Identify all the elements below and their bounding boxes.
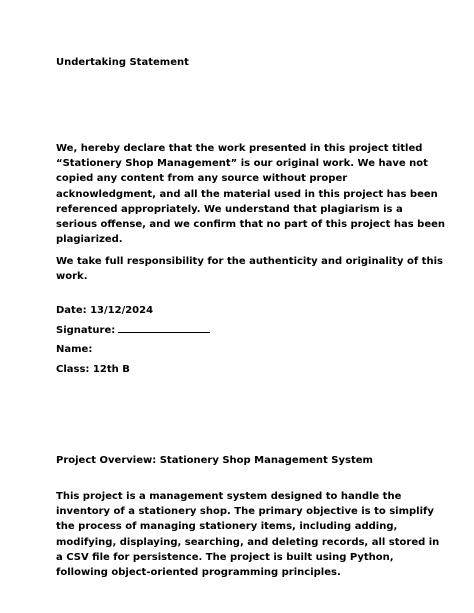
class-field: Class: 12th B (56, 364, 130, 375)
text-line: This project is a management system designed to handle the (56, 491, 402, 502)
text-line: following object-oriented programming principles. (56, 567, 341, 579)
text-line: We, hereby declare that the work presented in this project titled (56, 143, 423, 154)
text-line: acknowledgment, and all the material used in this project has been (56, 188, 438, 200)
text-line: copied any content from any source without proper (56, 173, 348, 185)
text-line: plagiarized. (56, 234, 123, 246)
undertaking-heading: Undertaking Statement (56, 57, 189, 68)
signature-label: Signature: (56, 325, 116, 336)
name-field: Name: (56, 344, 93, 355)
text-line: inventory of a stationery shop. The primary objective is to simplify (56, 506, 434, 518)
responsibility-paragraph (56, 254, 443, 284)
signature-line (118, 323, 210, 333)
text-line: modifying, displaying, searching, and deleting records, all stored in (56, 536, 440, 548)
overview-paragraph (56, 489, 440, 580)
overview-heading: Project Overview: Stationery Shop Management System (56, 455, 373, 466)
text-line: the process of managing stationery items, including adding, (56, 521, 398, 533)
text-line: We take full responsibility for the authenticity and originality of this (56, 256, 443, 267)
date-field: Date: 13/12/2024 (56, 305, 154, 316)
declaration-paragraph (56, 141, 446, 247)
text-line: work. (56, 271, 88, 283)
text-line: serious offense, and we confirm that no part of this project has been (56, 219, 446, 231)
text-line: referenced appropriately. We understand that plagiarism is a (56, 203, 403, 215)
text-line: a CSV file for persistence. The project is built using Python, (56, 551, 394, 563)
signature-field (56, 323, 416, 338)
text-line: “Stationery Shop Management” is our original work. We have not (56, 158, 428, 170)
